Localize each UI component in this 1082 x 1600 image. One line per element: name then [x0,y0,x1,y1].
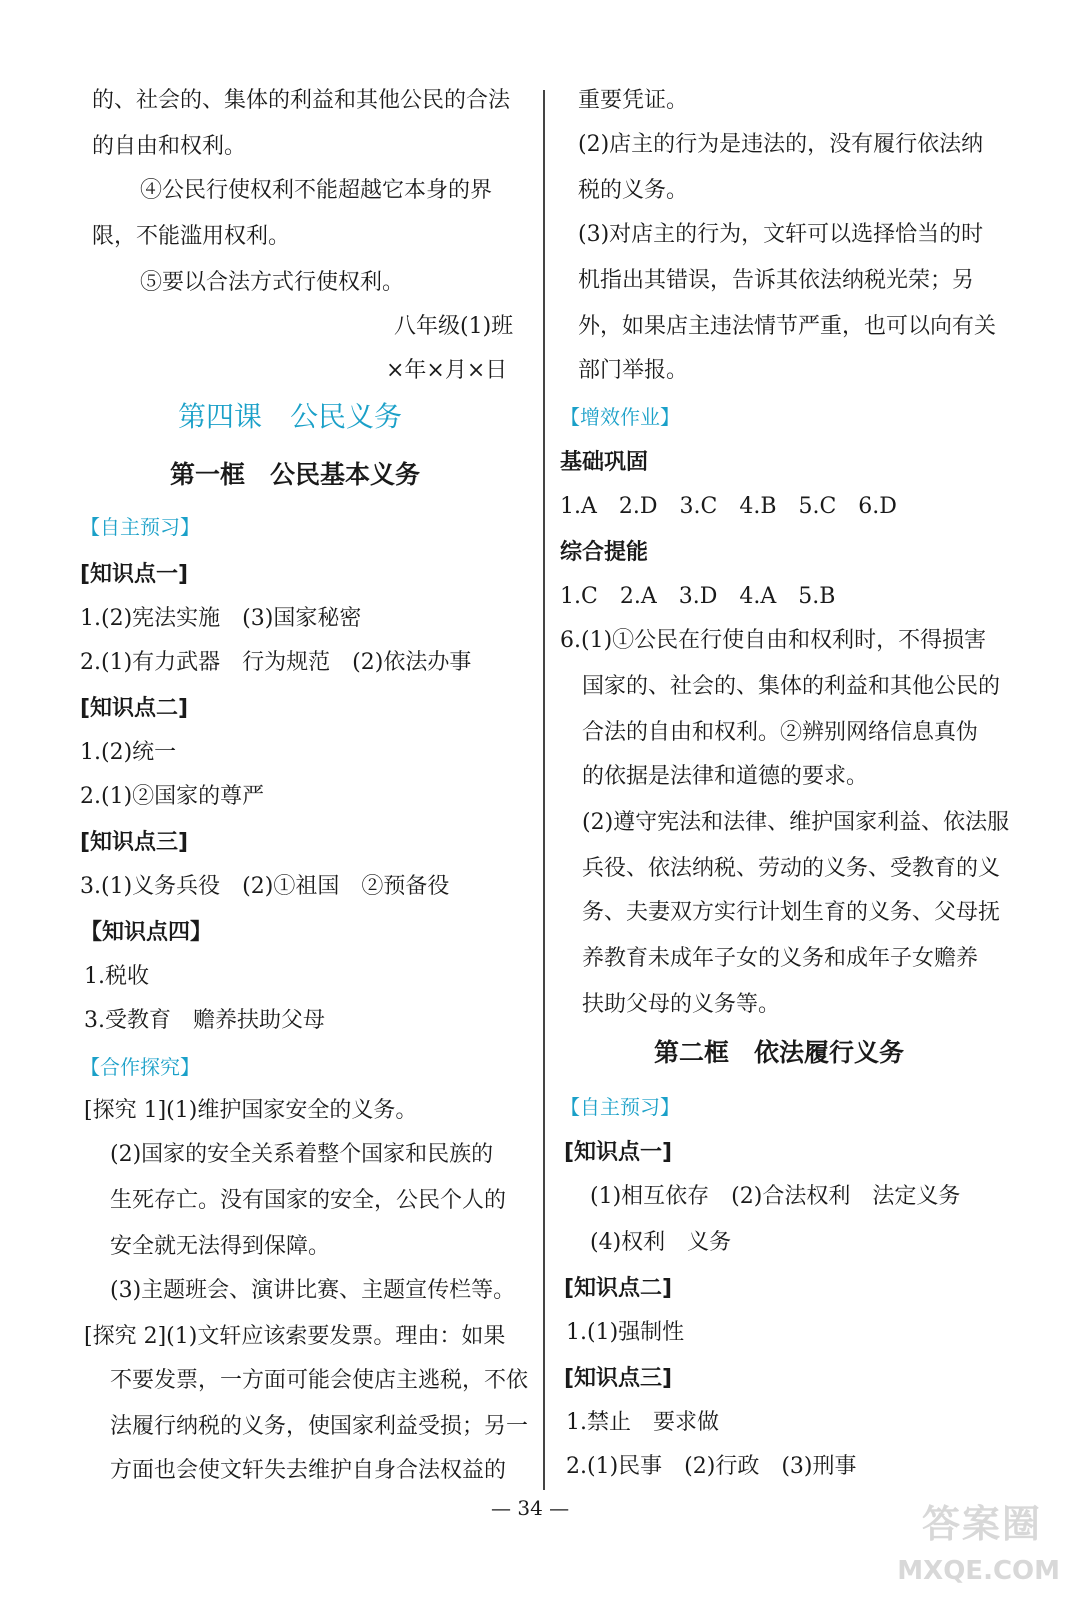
left-line: [知识点三] [80,830,189,855]
watermark-line2: MXQE.COM [897,1556,1060,1586]
left-line: 第一框 公民基本义务 [170,460,421,489]
right-line: 的依据是法律和道德的要求。 [582,764,869,789]
right-line: 养教育未成年子女的义务和成年子女赡养 [582,946,979,971]
left-line: 1.税收 [84,964,149,989]
right-line: 基础巩固 [560,450,649,475]
right-line: [知识点一] [564,1140,673,1165]
right-line: 1.C 2.A 3.D 4.A 5.B [560,584,836,609]
left-line: 的自由和权利。 [92,134,247,159]
column-divider [543,90,545,1490]
left-line: 方面也会使文轩失去维护自身合法权益的 [110,1458,507,1483]
right-line: [知识点二] [564,1276,673,1301]
left-line: 1.(2)统一 [80,740,177,765]
left-line: [知识点一] [80,562,189,587]
left-line: ×年×月×日 [386,358,508,383]
left-line: 3.受教育 赡养扶助父母 [84,1008,325,1033]
left-line: ④公民行使权利不能超越它本身的界 [140,178,493,203]
right-line: (3)对店主的行为，文轩可以选择恰当的时 [578,222,984,247]
left-line: 限，不能滥用权利。 [92,224,291,249]
left-line: 不要发票，一方面可能会使店主逃税，不依 [110,1368,529,1393]
left-line: (2)国家的安全关系着整个国家和民族的 [110,1142,494,1167]
left-line: 第四课 公民义务 [178,400,403,433]
left-line: (3)主题班会、演讲比赛、主题宣传栏等。 [110,1278,516,1303]
right-line: (4)权利 义务 [590,1230,732,1255]
right-line: 部门举报。 [578,358,689,383]
left-line: [探究 2](1)文轩应该索要发票。理由：如果 [84,1324,506,1349]
left-line: 2.(1)②国家的尊严 [80,784,265,809]
right-line: (2)遵守宪法和法律、维护国家利益、依法服 [582,810,1010,835]
right-line: 【增效作业】 [560,405,680,429]
left-line: 【自主预习】 [80,515,200,539]
right-line: 1.A 2.D 3.C 4.B 5.C 6.D [560,494,897,519]
right-line: 1.(1)强制性 [566,1320,685,1345]
right-line: 税的义务。 [578,178,689,203]
right-line: 综合提能 [560,540,649,565]
left-line: 的、社会的、集体的利益和其他公民的合法 [92,88,511,113]
right-line: 兵役、依法纳税、劳动的义务、受教育的义 [582,856,1001,881]
right-line: 机指出其错误，告诉其依法纳税光荣；另 [578,268,975,293]
left-line: 【合作探究】 [80,1055,200,1079]
right-line: [知识点三] [564,1366,673,1391]
right-line: (1)相互依存 (2)合法权利 法定义务 [590,1184,961,1209]
right-line: 6.(1)①公民在行使自由和权利时，不得损害 [560,628,987,653]
left-line: 3.(1)义务兵役 (2)①祖国 ②预备役 [80,874,450,899]
right-line: 【自主预习】 [560,1095,680,1119]
right-line: 扶助父母的义务等。 [582,992,781,1017]
watermark-line1: 答案圈 [921,1502,1042,1546]
right-line: 合法的自由和权利。②辨别网络信息真伪 [582,720,979,745]
left-line: 生死存亡。没有国家的安全，公民个人的 [110,1188,507,1213]
right-line: 1.禁止 要求做 [566,1410,719,1435]
right-line: 国家的、社会的、集体的利益和其他公民的 [582,674,1001,699]
left-line: 安全就无法得到保障。 [110,1234,331,1259]
left-line: 2.(1)有力武器 行为规范 (2)依法办事 [80,650,472,675]
left-line: ⑤要以合法方式行使权利。 [140,270,405,295]
left-line: 法履行纳税的义务，使国家利益受损；另一 [110,1414,529,1439]
left-line: 【知识点四】 [80,920,213,945]
page-number: — 34 — [491,1496,570,1520]
left-line: 1.(2)宪法实施 (3)国家秘密 [80,606,362,631]
right-line: 外，如果店主违法情节严重，也可以向有关 [578,314,997,339]
right-line: 务、夫妻双方实行计划生育的义务、父母抚 [582,900,1001,925]
right-line: (2)店主的行为是违法的，没有履行依法纳 [578,132,984,157]
left-line: [探究 1](1)维护国家安全的义务。 [84,1098,418,1123]
right-line: 重要凭证。 [578,88,689,113]
left-line: [知识点二] [80,696,189,721]
right-line: 2.(1)民事 (2)行政 (3)刑事 [566,1454,857,1479]
left-line: 八年级(1)班 [394,314,514,339]
right-line: 第二框 依法履行义务 [654,1038,905,1067]
